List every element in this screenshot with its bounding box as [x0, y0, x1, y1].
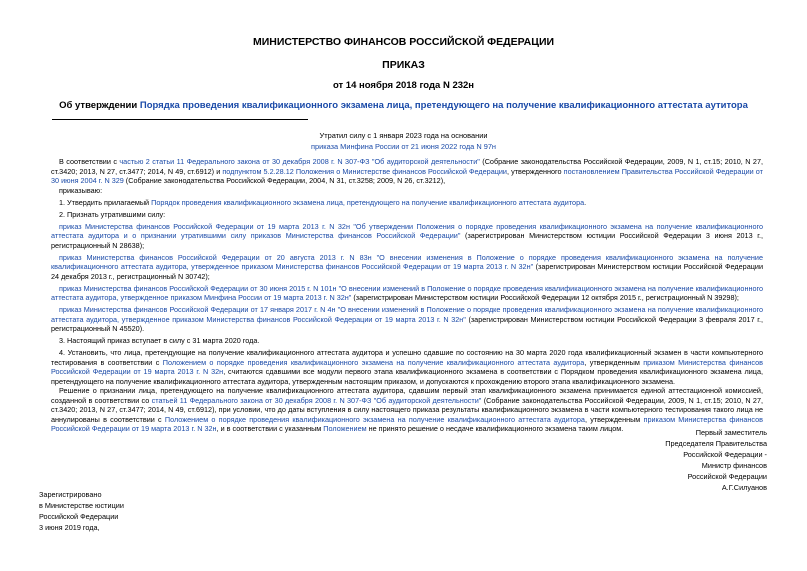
paragraph-item-4 [51, 348, 763, 386]
text-span: 1. Утвердить прилагаемый [59, 197, 152, 207]
text-span: 4. Установить, что лица, претендующие на получение квалификационного аттестата аудитора и успешно сдавшие по состоянию на 30 марта 2020 года квалификационный экзамен в части компьютерного тестирования в соответствии с [51, 348, 763, 367]
registration-date: 3 июня 2019 года, [39, 522, 100, 532]
ministry-heading: МИНИСТЕРСТВО ФИНАНСОВ РОССИЙСКОЙ ФЕДЕРАЦИИ [252, 36, 555, 48]
link-order-101n[interactable]: приказ Министерства финансов Российской Федерации от 30 июня 2015 г. N 101н "О внесении изменений в Положение о порядке проведения квалификационного экзамена на получение квалификационного аттестата аудитора, утвержденное приказом Минфина России от 19 марта 2013 г. N 32н" [51, 283, 763, 302]
text-span: (Собрание законодательства Российской Федерации, 2009, N 1, ст.15; 2010, N 27, ст.3420; 2013, N 27, ст.3477; 2014, N 49, ст.6912) и [51, 157, 763, 176]
text-span: Решение о признании лица, претендующего на получение квалификационного аттестата аудитора, сдавшим первый этап квалификационного экзамена принимается единой аттестационной комиссией, созданной в соответствии со [51, 386, 763, 405]
link-order-32n-ref[interactable]: приказом Министерства финансов Российской Федерации от 19 марта 2013 г. N 32н [51, 357, 763, 376]
status-note [0, 131, 807, 152]
registration-block [39, 490, 239, 534]
doc-type-heading: ПРИКАЗ [382, 59, 425, 71]
paragraph-decision [51, 386, 763, 434]
text-span: не принято решение о несдаче квалификационного экзамена таким лицом. [366, 424, 624, 433]
text-span: . [584, 197, 587, 207]
text-span: (зарегистрирован Министерством юстиции Российской Федерации 3 февраля 2017 г., регистрационный N 45520). [51, 314, 763, 333]
text-span: (Собрание законодательства Российской Федерации, 2009, N 1, ст.15; 2010, N 27, ст.3420; 2013, N 27, ст.3477; 2014, N 49, ст.6912), при условии, что до даты вступления в силу настоящего приказа результаты квалификационного экзамена в части компьютерного тестирования такого лица не аннулированы в соответствии с [51, 395, 764, 424]
link-regulation-short[interactable]: Положением [323, 424, 367, 433]
title-prefix: Об утверждении [59, 100, 140, 111]
text-span: (зарегистрирован Министерством юстиции Российской Федерации 3 июня 2013 г., регистрационный N 28638); [51, 231, 763, 250]
link-order-4n[interactable]: приказ Министерства финансов Российской Федерации от 17 января 2017 г. N 4н "О внесении изменений в Положение о порядке проведения квалификационного экзамена на получение квалификационного аттестата аудитора, утвержденное приказом Министерства финансов Российской Федерации от 19 марта 2013 г. N 32н" [51, 305, 763, 324]
text-span: (зарегистрирован Министерством юстиции Российской Федерации 24 декабря 2013 г., регистрационный N 30742); [51, 262, 763, 281]
signature-line: Председателя Правительства [665, 438, 767, 448]
registration-line: в Министерстве юстиции [39, 500, 124, 510]
text-span: , и в соответствии с указанным [216, 424, 324, 433]
paragraph-item-3: 3. Настоящий приказ вступает в силу с 31 марта 2020 года. [59, 336, 260, 345]
link-regulation-ref[interactable]: Положением о порядке проведения квалификационного экзамена на получение квалификационного аттестата аудитора [164, 414, 585, 424]
paragraph-repealed-4 [51, 305, 763, 334]
link-government-decree[interactable]: постановлением Правительства Российской Федерации от 30 июня 2004 г. N 329 [51, 166, 763, 185]
paragraph-order-word: приказываю: [59, 185, 103, 195]
text-span: , утвержденного [506, 166, 564, 176]
signature-line: Российской Федерации - [683, 449, 767, 459]
paragraph-item-2: 2. Признать утратившими силу: [59, 209, 166, 219]
paragraph-item-1 [51, 198, 763, 208]
date-number-heading: от 14 ноября 2018 года N 232н [332, 80, 475, 91]
paragraph-preamble [51, 157, 763, 186]
text-span: , считаются сдавшими все модули первого этапа квалификационного экзамена в соответствии с Порядком проведения квалификационного экзамена лица, претендующего на получение квалификационного аттестата аудитора, утвержденным настоящим приказом, и допускаются к прохождению второго этапа квалификационного экзамена. [51, 367, 763, 386]
text-span: , утвержденным [584, 414, 644, 424]
signature-line: Первый заместитель [695, 428, 767, 437]
header-divider [52, 119, 308, 120]
paragraph-repealed-3 [51, 284, 763, 303]
link-order-32n-ref-2[interactable]: приказом Министерства финансов Российской Федерации от 19 марта 2013 г. N 32н [51, 414, 764, 433]
link-regulation[interactable]: Положением о порядке проведения квалификационного экзамена на получение квалификационного аттестата аудитора [162, 357, 585, 367]
text-span: (зарегистрирован Министерством юстиции Российской Федерации 12 октября 2015 г., регистрационный N 39298); [351, 293, 739, 302]
status-note-link[interactable]: приказа Минфина России от 21 июня 2022 года N 97н [310, 141, 497, 151]
paragraph-repealed-2 [51, 253, 763, 282]
link-order-83n[interactable]: приказ Министерства финансов Российской Федерации от 20 августа 2013 г. N 83н "О внесении изменения в Положение о порядке проведения квалификационного экзамена на получение квалификационного аттестата аудитора, утвержденное приказом Министерства финансов Российской Федерации от 19 марта 2013 г. N 32н" [51, 252, 763, 271]
registration-line: Российской Федерации [39, 511, 119, 521]
text-span: В соответствии с [59, 157, 120, 166]
signature-line: Министр финансов [701, 460, 767, 470]
document-body [51, 157, 763, 434]
signature-line: Российской Федерации [687, 471, 767, 481]
link-order-32n[interactable]: приказ Министерства финансов Российской Федерации от 19 марта 2013 г. N 32н "Об утверждении Положения о порядке проведения квалификационного экзамена на получение квалификационного аттестата аудитора и о признании утратившими силу приказов Министерства финансов Российской Федерации" [51, 221, 763, 240]
link-law-article-11-ref[interactable]: статьей 11 Федерального закона от 30 декабря 2008 г. N 307-ФЗ "Об аудиторской деятельности" [151, 395, 482, 405]
link-procedure[interactable]: Порядок проведения квалификационного экзамена лица, претендующего на получение квалификационного аттестата аудитора [151, 197, 585, 207]
link-regulation-subpoint[interactable]: подпунктом 5.2.28.12 Положения о Министерстве финансов Российской Федерации [222, 166, 507, 176]
text-span: (Собрание законодательства Российской Федерации, 2004, N 31, ст.3258; 2009, N 26, ст.3212), [123, 176, 446, 185]
title-link[interactable]: Порядка проведения квалификационного экзамена лица, претендующего на получение квалификационного аттестата аутитора [139, 100, 748, 111]
status-note-line: Утратил силу с 1 января 2023 года на основании [319, 131, 488, 140]
signatory-name: А.Г.Силуанов [721, 482, 767, 492]
signature-block [587, 428, 767, 493]
text-span: , утвержденным [584, 357, 644, 367]
document-title [0, 100, 807, 111]
registration-line: Зарегистрировано [39, 490, 102, 499]
paragraph-repealed-1 [51, 222, 763, 251]
link-law-article-11[interactable]: частью 2 статьи 11 Федерального закона от 30 декабря 2008 г. N 307-ФЗ "Об аудиторской деятельности" [119, 157, 480, 166]
